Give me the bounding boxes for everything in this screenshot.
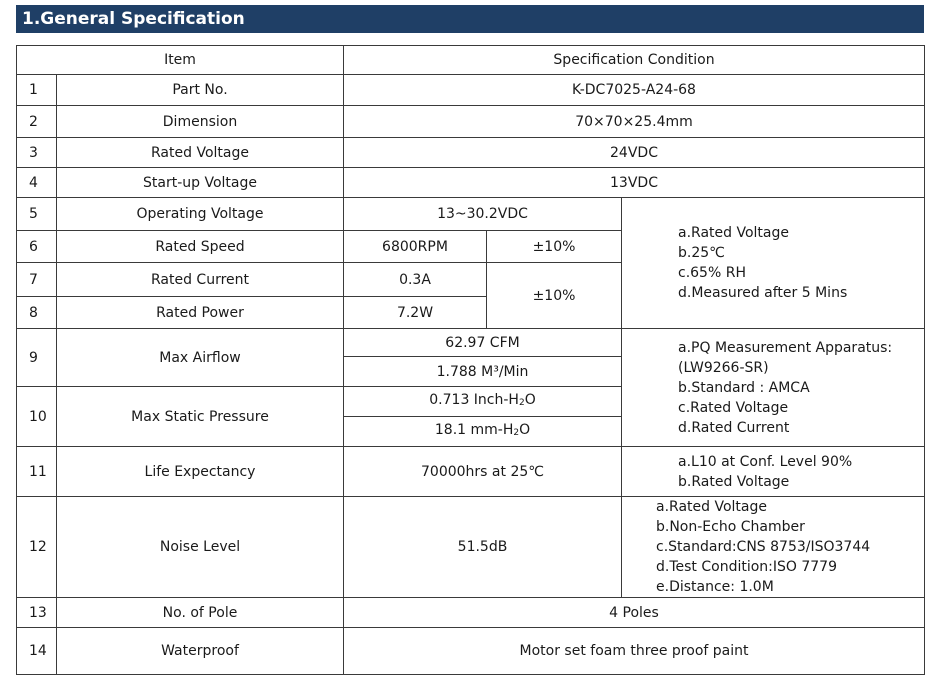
row-number: 6 (17, 231, 57, 263)
row-number: 12 (17, 497, 57, 598)
condition-line: a.Rated Voltage (678, 225, 789, 241)
condition-line: d.Test Condition:ISO 7779 (656, 559, 837, 575)
item-label: Noise Level (57, 497, 344, 598)
spec-value: 0.3A (344, 263, 487, 297)
row-number: 10 (17, 387, 57, 447)
condition-line: b.25℃ (678, 245, 725, 261)
spec-value: Motor set foam three proof paint (344, 628, 925, 675)
item-label: Rated Current (57, 263, 344, 297)
item-label: Life Expectancy (57, 447, 344, 497)
item-label: Rated Power (57, 297, 344, 329)
table-row (17, 138, 925, 168)
item-label: Max Static Pressure (57, 387, 344, 447)
condition-life (622, 447, 925, 497)
section-title: 1.General Specification (16, 5, 924, 33)
table-row (17, 168, 925, 198)
row-number: 11 (17, 447, 57, 497)
value-text: 0.713 Inch-H (429, 392, 519, 408)
row-number: 14 (17, 628, 57, 675)
spec-value: 4 Poles (344, 598, 925, 628)
value-text: O (524, 392, 536, 408)
table-row (17, 198, 925, 231)
spec-value: 62.97 CFM (344, 329, 622, 357)
item-label: Waterproof (57, 628, 344, 675)
row-number: 3 (17, 138, 57, 168)
item-label: Max Airflow (57, 329, 344, 387)
spec-value: K-DC7025-A24-68 (344, 75, 925, 106)
row-number: 4 (17, 168, 57, 198)
table-row (17, 329, 925, 357)
spec-value (344, 417, 622, 447)
condition-noise (622, 497, 925, 598)
condition-line: b.Rated Voltage (678, 473, 790, 490)
condition-line: d.Measured after 5 Mins (678, 285, 848, 301)
table-row (17, 75, 925, 106)
spec-value: 13VDC (344, 168, 925, 198)
spec-value: 70000hrs at 25℃ (344, 447, 622, 497)
header-spec: Specification Condition (344, 46, 925, 75)
condition-line: d.Rated Current (678, 419, 790, 436)
specification-table (16, 45, 925, 675)
row-number: 8 (17, 297, 57, 329)
condition-line: a.Rated Voltage (656, 499, 767, 515)
condition-line: e.Distance: 1.0M (656, 579, 774, 595)
condition-line: a.PQ Measurement Apparatus: (678, 339, 893, 356)
item-label: Start-up Voltage (57, 168, 344, 198)
spec-value: 24VDC (344, 138, 925, 168)
row-number: 9 (17, 329, 57, 387)
table-row (17, 628, 925, 675)
subscript: 2 (518, 398, 525, 408)
condition-line: a.L10 at Conf. Level 90% (678, 453, 853, 470)
spec-value (344, 387, 622, 417)
table-row (17, 106, 925, 138)
row-number: 1 (17, 75, 57, 106)
condition-electrical (622, 198, 925, 329)
subscript: 2 (513, 428, 520, 438)
table-row (17, 447, 925, 497)
spec-value: 51.5dB (344, 497, 622, 598)
value-text: 18.1 mm-H (434, 422, 514, 438)
spec-value: 1.788 M³/Min (344, 357, 622, 387)
table-header-row (17, 46, 925, 75)
table-row (17, 598, 925, 628)
condition-line: b.Standard : AMCA (678, 379, 810, 396)
row-number: 7 (17, 263, 57, 297)
condition-line: c.Rated Voltage (678, 399, 789, 416)
spec-tolerance: ±10% (487, 231, 622, 263)
header-item: Item (17, 46, 344, 75)
spec-value: 13~30.2VDC (344, 198, 622, 231)
condition-line: c.65% RH (678, 265, 746, 281)
item-label: Operating Voltage (57, 198, 344, 231)
row-number: 5 (17, 198, 57, 231)
table-row (17, 497, 925, 598)
item-label: Rated Speed (57, 231, 344, 263)
condition-line: (LW9266-SR) (678, 359, 769, 376)
condition-line: b.Non-Echo Chamber (656, 519, 805, 535)
spec-value: 6800RPM (344, 231, 487, 263)
spec-value: 70×70×25.4mm (344, 106, 925, 138)
condition-line: c.Standard:CNS 8753/ISO3744 (656, 539, 871, 555)
value-text: O (519, 422, 531, 438)
condition-airflow (622, 329, 925, 447)
row-number: 2 (17, 106, 57, 138)
spec-tolerance: ±10% (487, 263, 622, 329)
row-number: 13 (17, 598, 57, 628)
item-label: Dimension (57, 106, 344, 138)
item-label: Rated Voltage (57, 138, 344, 168)
spec-value: 7.2W (344, 297, 487, 329)
item-label: Part No. (57, 75, 344, 106)
item-label: No. of Pole (57, 598, 344, 628)
